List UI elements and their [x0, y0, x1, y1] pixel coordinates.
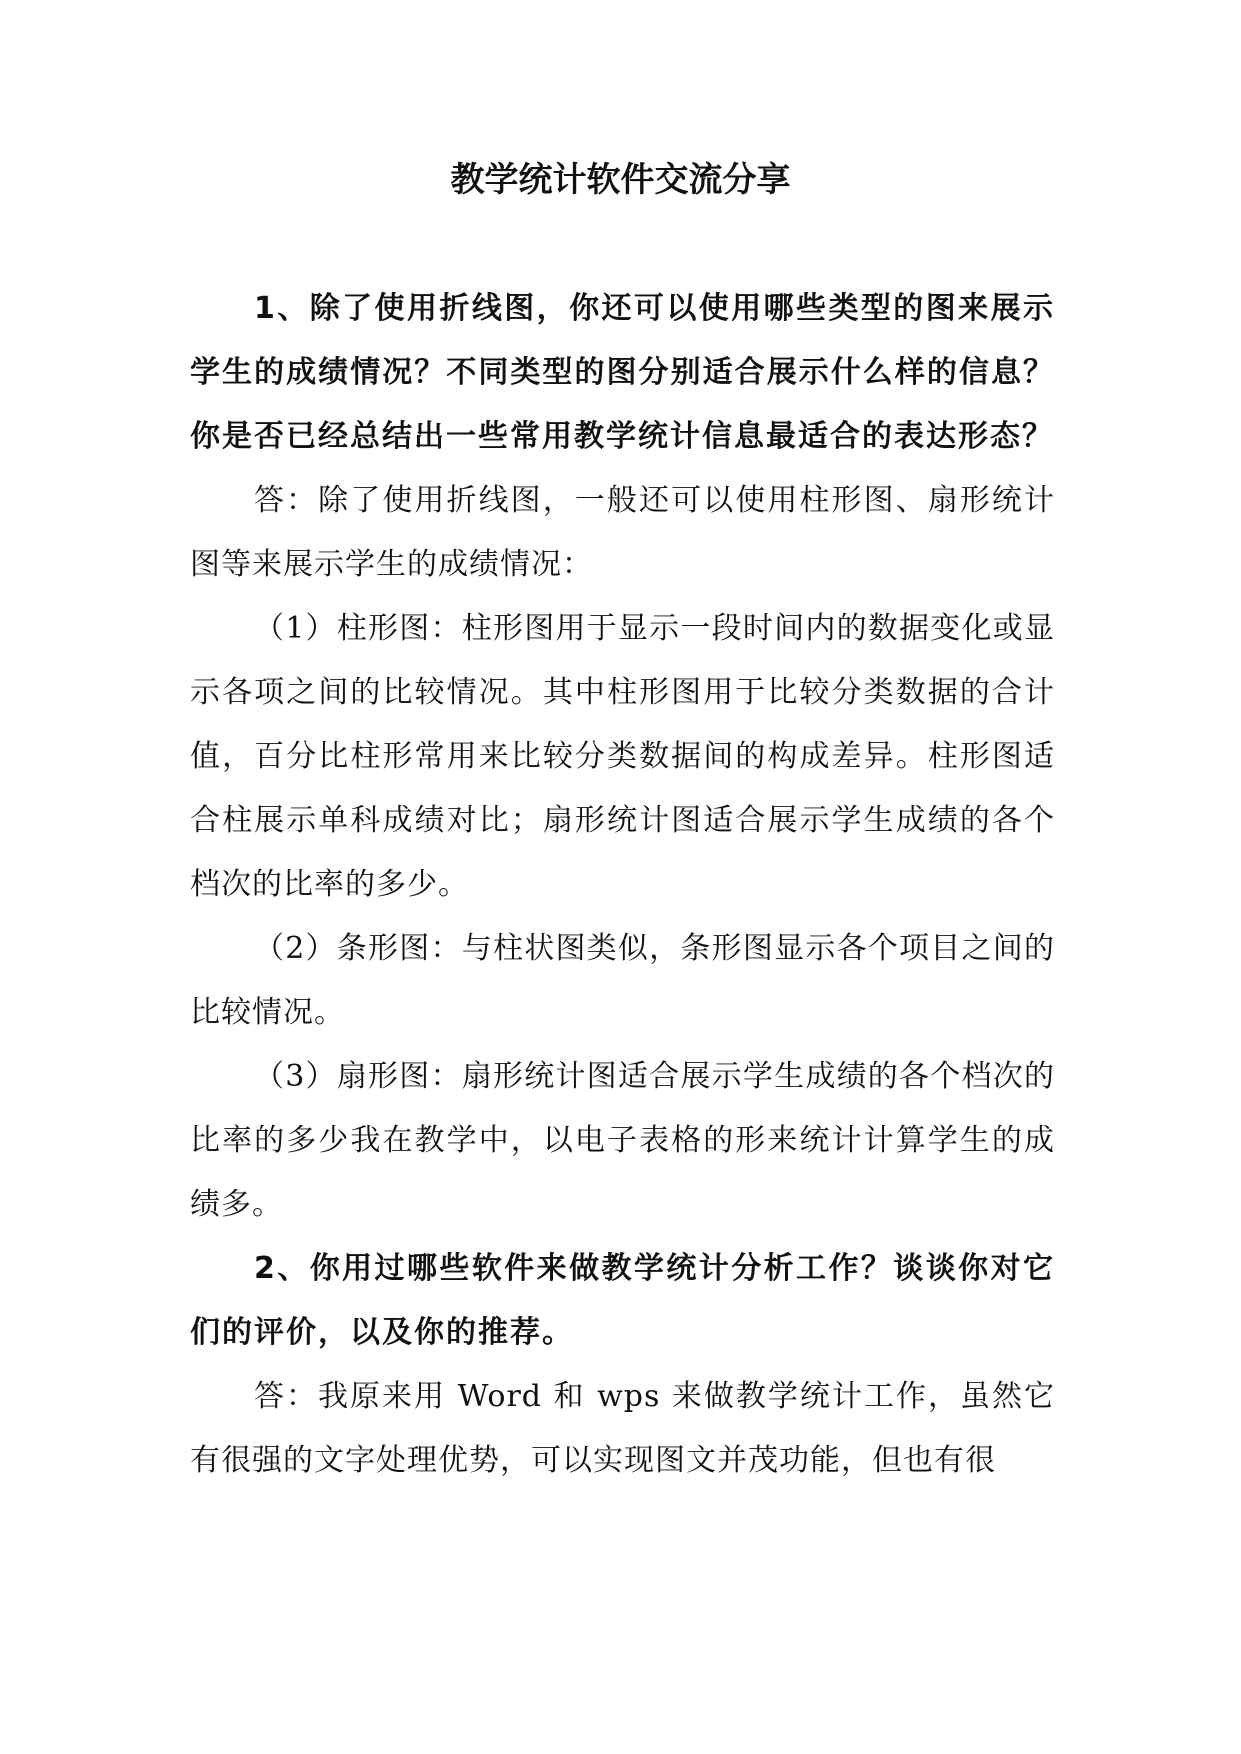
answer-paragraph-horizontal-bar-chart: （2）条形图：与柱状图类似，条形图显示各个项目之间的比较情况。 [190, 931, 1055, 1030]
answer-paragraph-2: 答：我原来用 Word 和 wps 来做教学统计工作，虽然它有很强的文字处理优势，可以实现图文并茂功能，但也有很 [190, 1379, 1055, 1478]
answer-paragraph-bar-chart: （1）柱形图：柱形图用于显示一段时间内的数据变化或显示各项之间的比较情况。其中柱形图用于比较分类数据的合计值，百分比柱形常用来比较分类数据间的构成差异。柱形图适合柱展示单科成绩对比；扇形统计图适合展示学生成绩的各个档次的比率的多少。 [190, 611, 1055, 902]
answer-paragraph-pie-chart: （3）扇形图：扇形统计图适合展示学生成绩的各个档次的比率的多少我在教学中，以电子表格的形来统计计算学生的成绩多。 [190, 1059, 1055, 1222]
answer-paragraph-1: 答：除了使用折线图，一般还可以使用柱形图、扇形统计图等来展示学生的成绩情况： [190, 483, 1055, 582]
question-paragraph-1: 1、除了使用折线图，你还可以使用哪些类型的图来展示学生的成绩情况？不同类型的图分别适合展示什么样的信息？你是否已经总结出一些常用教学统计信息最适合的表达形态？ [190, 291, 1055, 454]
document-title: 教学统计软件交流分享 [450, 160, 791, 200]
question-paragraph-2: 2、你用过哪些软件来做教学统计分析工作？谈谈你对它们的评价，以及你的推荐。 [190, 1251, 1055, 1350]
document-body [190, 277, 1055, 1493]
